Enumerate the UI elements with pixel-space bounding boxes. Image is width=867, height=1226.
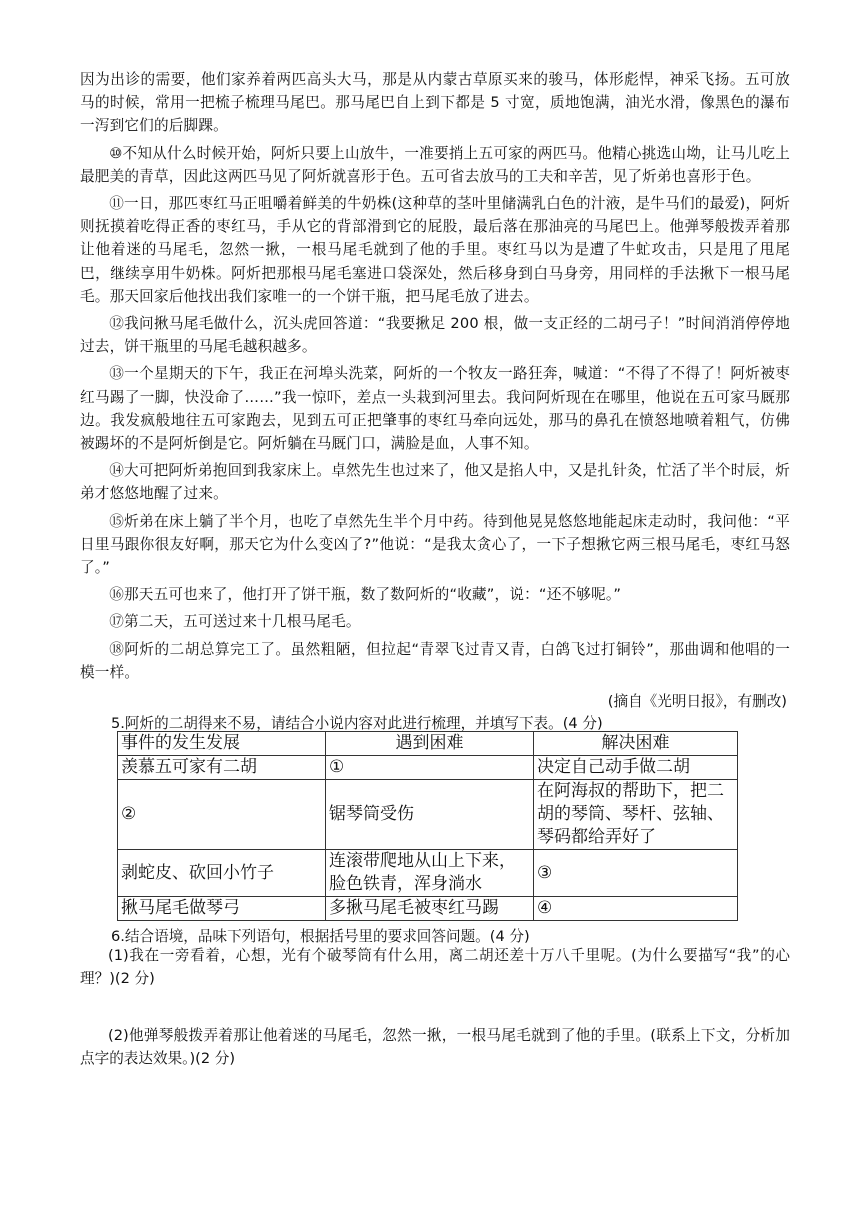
table-cell: 羡慕五可家有二胡 <box>118 756 326 780</box>
paragraph-12: ⑫我问揪马尾毛做什么，沉头虎回答道：“我要揪足 200 根，做一支正经的二胡弓子！”时间消消停停地过去，饼干瓶里的马尾毛越积越多。 <box>80 315 790 356</box>
question-5-prompt: 5.阿炘的二胡得来不易，请结合小说内容对此进行梳理，并填写下表。(4 分) <box>111 715 603 732</box>
table-cell: 在阿海叔的帮助下，把二胡的琴筒、琴杆、弦轴、琴码都给弄好了 <box>534 780 738 850</box>
paragraph-17: ⑰第二天，五可送过来十几根马尾毛。 <box>109 613 361 631</box>
paragraph-13: ⑬一个星期天的下午，我正在河埠头洗菜，阿炘的一个牧友一路狂奔，喊道：“不得了不得了！阿炘被枣红马踢了一脚，快没命了……”我一惊吓，差点一头栽到河里去。我问阿炘现在在哪里，他说在五可家马厩那边。我发疯般地往五可家跑去，见到五可正把肇事的枣红马牵向远处，那马的鼻孔在愤怒地喷着粗气，仿佛被踢坏的不是阿炘倒是它。阿炘躺在马厩门口，满脸是血，人事不知。 <box>80 365 790 453</box>
answer-blank-3[interactable]: ③ <box>534 850 738 897</box>
table-row <box>118 897 738 921</box>
table-cell: 多揪马尾毛被枣红马踢 <box>326 897 534 921</box>
table-cell: 决定自己动手做二胡 <box>534 756 738 780</box>
story-text <box>80 68 790 684</box>
paragraph-14: ⑭大可把阿炘弟抱回到我家床上。卓然先生也过来了，他又是掐人中，又是扎针灸，忙活了半个时辰，炘弟才悠悠地醒了过来。 <box>80 462 790 503</box>
table-cell: 揪马尾毛做琴弓 <box>118 897 326 921</box>
paragraph-10: ⑩不知从什么时候开始，阿炘只要上山放牛，一准要捎上五可家的两匹马。他精心挑选山坳，让马儿吃上最肥美的青草，因此这两匹马见了阿炘就喜形于色。五可省去放马的工夫和辛苦，见了炘弟也喜形于色。 <box>80 144 790 185</box>
paragraph-9-continued: 因为出诊的需要，他们家养着两匹高头大马，那是从内蒙古草原买来的骏马，体形彪悍，神采飞扬。五可放马的时候，常用一把梳子梳理马尾巴。那马尾巴自上到下都是 5 寸宽，质地饱满，油光水滑，像黑色的瀑布一泻到它们的后脚踝。 <box>80 71 790 135</box>
table-header-cell: 遇到困难 <box>326 732 534 756</box>
paragraph-18: ⑱阿炘的二胡总算完工了。虽然粗陋，但拉起“青翠飞过青又青，白鸽飞过打铜铃”，那曲调和他唱的一模一样。 <box>80 640 790 681</box>
table-row <box>118 850 738 897</box>
table-header-cell: 事件的发生发展 <box>118 732 326 756</box>
table-cell: 锯琴筒受伤 <box>326 780 534 850</box>
paragraph-11: ⑪一日，那匹枣红马正咀嚼着鲜美的牛奶株(这种草的茎叶里储满乳白色的汁液，是牛马们的最爱)，阿炘则抚摸着吃得正香的枣红马，手从它的背部滑到它的屁股，最后落在那油亮的马尾巴上。他弹琴般拨弄着那让他着迷的马尾毛，忽然一揪，一根马尾毛就到了他的手里。枣红马以为是遭了牛虻攻击，只是甩了甩尾巴，继续享用牛奶株。阿炘把那根马尾毛塞进口袋深处，然后移身到白马身旁，用同样的手法揪下一根马尾毛。那天回家后他找出我们家唯一的一个饼干瓶，把马尾毛放了进去。 <box>80 195 790 305</box>
answer-blank-4[interactable]: ④ <box>534 897 738 921</box>
question-6-sub-1: (1)我在一旁看着，心想，光有个破琴筒有什么用，离二胡还差十万八千里呢。(为什么要描写“我”的心理？)(2 分) <box>80 947 790 987</box>
table-cell: 剥蛇皮、砍回小竹子 <box>118 850 326 897</box>
answer-blank-2[interactable]: ② <box>118 780 326 850</box>
paragraph-16: ⑯那天五可也来了，他打开了饼干瓶，数了数阿炘的“收藏”，说：“还不够呢。” <box>109 586 622 604</box>
table-header-cell: 解决困难 <box>534 732 738 756</box>
table-row <box>118 756 738 780</box>
table-cell: 连滚带爬地从山上下来，脸色铁青，浑身淌水 <box>326 850 534 897</box>
paragraph-15: ⑮炘弟在床上躺了半个月，也吃了卓然先生半个月中药。待到他晃晃悠悠地能起床走动时，我问他：“平日里马跟你很友好啊，那天它为什么变凶了?”他说：“是我太贪心了，一下子想揪它两三根马尾毛，枣红马怒了。” <box>80 512 790 577</box>
answer-blank-1[interactable]: ① <box>326 756 534 780</box>
question-6-sub-2: (2)他弹琴般拨弄着那让他着迷的马尾毛，忽然一揪，一根马尾毛就到了他的手里。(联系上下文，分析加点字的表达效果。)(2 分) <box>80 1027 790 1067</box>
question-5-table <box>117 731 738 921</box>
question-6-prompt: 6.结合语境，品味下列语句，根据括号里的要求回答问题。(4 分) <box>111 928 530 945</box>
source-citation: (摘自《光明日报》，有删改) <box>607 693 787 710</box>
table-header-row <box>118 732 738 756</box>
table-row <box>118 780 738 850</box>
